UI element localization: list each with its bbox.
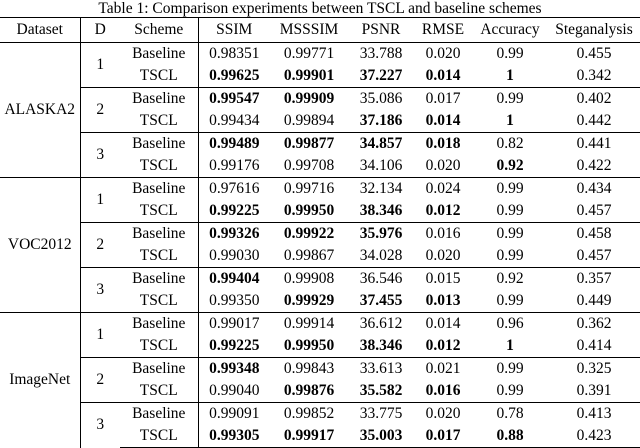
psnr-cell: 36.612 xyxy=(348,313,414,336)
scheme-cell: Baseline xyxy=(120,223,198,246)
ssim-cell: 0.99489 xyxy=(198,133,270,156)
comparison-table xyxy=(0,17,640,448)
header-scheme: Scheme xyxy=(120,18,198,43)
rmse-cell: 0.016 xyxy=(425,382,461,399)
msssim-cell: 0.99877 xyxy=(270,133,348,156)
psnr-cell: 35.003 xyxy=(348,425,414,448)
msssim-cell: 0.99917 xyxy=(270,425,348,448)
rmse-cell: 0.016 xyxy=(414,223,472,246)
ssim-cell: 0.99350 xyxy=(198,290,270,313)
scheme-cell: Baseline xyxy=(120,178,198,201)
scheme-cell: TSCL xyxy=(139,202,178,219)
ssim-cell: 0.99434 xyxy=(198,110,270,133)
header-d: D xyxy=(80,18,120,43)
psnr-cell: 38.346 xyxy=(359,337,403,354)
psnr-cell: 37.455 xyxy=(359,292,403,309)
psnr-cell: 33.613 xyxy=(348,358,414,381)
accuracy-cell: 0.99 xyxy=(496,45,524,62)
table-row xyxy=(0,313,640,336)
scheme-cell: TSCL xyxy=(139,67,178,84)
steganalysis-cell: 0.414 xyxy=(576,337,612,354)
accuracy-cell: 0.92 xyxy=(472,268,548,291)
steganalysis-cell: 0.362 xyxy=(548,313,640,336)
psnr-cell: 35.976 xyxy=(348,223,414,246)
accuracy-cell: 0.78 xyxy=(472,403,548,426)
steganalysis-cell: 0.423 xyxy=(548,425,640,448)
accuracy-cell: 1 xyxy=(506,112,514,129)
steganalysis-cell: 0.422 xyxy=(576,157,612,174)
steganalysis-cell: 0.402 xyxy=(548,88,640,111)
rmse-cell: 0.020 xyxy=(414,403,472,426)
accuracy-cell: 0.99 xyxy=(496,247,524,264)
psnr-cell: 33.775 xyxy=(348,403,414,426)
scheme-cell: Baseline xyxy=(120,358,198,381)
accuracy-cell: 0.88 xyxy=(472,425,548,448)
accuracy-cell: 0.99 xyxy=(496,202,524,219)
msssim-cell: 0.99867 xyxy=(283,247,335,264)
header-rmse: RMSE xyxy=(414,18,472,43)
msssim-cell: 0.99901 xyxy=(283,67,335,84)
msssim-cell: 0.99852 xyxy=(270,403,348,426)
steganalysis-cell: 0.434 xyxy=(548,178,640,201)
ssim-cell: 0.98351 xyxy=(198,43,270,66)
steganalysis-cell: 0.442 xyxy=(576,112,612,129)
accuracy-cell: 0.99 xyxy=(472,178,548,201)
msssim-cell: 0.99914 xyxy=(270,313,348,336)
rmse-cell: 0.015 xyxy=(414,268,472,291)
d-cell: 2 xyxy=(80,358,120,403)
psnr-cell: 32.134 xyxy=(348,178,414,201)
psnr-cell: 38.346 xyxy=(359,202,403,219)
msssim-cell: 0.99843 xyxy=(270,358,348,381)
ssim-cell: 0.99176 xyxy=(198,155,270,178)
rmse-cell: 0.024 xyxy=(414,178,472,201)
accuracy-cell: 0.99 xyxy=(472,358,548,381)
accuracy-cell: 0.82 xyxy=(472,133,548,156)
rmse-cell: 0.013 xyxy=(425,292,461,309)
table-row xyxy=(0,223,640,246)
rmse-cell: 0.020 xyxy=(425,45,461,62)
msssim-cell: 0.99922 xyxy=(270,223,348,246)
d-cell: 3 xyxy=(80,268,120,313)
dataset-cell: ImageNet xyxy=(0,313,80,448)
msssim-cell: 0.99894 xyxy=(283,112,335,129)
accuracy-cell: 0.99 xyxy=(496,292,524,309)
rmse-cell: 0.017 xyxy=(414,88,472,111)
steganalysis-cell: 0.325 xyxy=(548,358,640,381)
rmse-cell: 0.014 xyxy=(414,313,472,336)
accuracy-cell: 0.92 xyxy=(496,157,524,174)
ssim-cell: 0.99305 xyxy=(198,425,270,448)
msssim-cell: 0.99950 xyxy=(283,337,335,354)
d-cell: 2 xyxy=(80,223,120,268)
d-cell: 3 xyxy=(80,403,120,448)
scheme-cell: Baseline xyxy=(132,45,186,62)
ssim-cell: 0.99348 xyxy=(198,358,270,381)
scheme-cell: TSCL xyxy=(139,112,178,129)
header-msssim: MSSSIM xyxy=(270,18,348,43)
msssim-cell: 0.99708 xyxy=(283,157,335,174)
scheme-cell: Baseline xyxy=(120,268,198,291)
rmse-cell: 0.017 xyxy=(414,425,472,448)
steganalysis-cell: 0.455 xyxy=(576,45,612,62)
accuracy-cell: 1 xyxy=(506,67,514,84)
header-dataset: Dataset xyxy=(0,18,80,43)
msssim-cell: 0.99909 xyxy=(270,88,348,111)
accuracy-cell: 0.99 xyxy=(472,223,548,246)
d-cell: 3 xyxy=(80,133,120,178)
steganalysis-cell: 0.449 xyxy=(576,292,612,309)
psnr-cell: 37.227 xyxy=(359,67,403,84)
table-row xyxy=(0,403,640,426)
rmse-cell: 0.020 xyxy=(425,157,461,174)
ssim-cell: 0.99030 xyxy=(198,245,270,268)
ssim-cell: 0.99091 xyxy=(198,403,270,426)
header-psnr: PSNR xyxy=(348,18,414,43)
steganalysis-cell: 0.457 xyxy=(576,247,612,264)
table-row xyxy=(0,133,640,156)
table-row xyxy=(0,88,640,111)
header-row xyxy=(0,18,640,43)
table-row xyxy=(0,43,640,66)
rmse-cell: 0.020 xyxy=(425,247,461,264)
scheme-cell: Baseline xyxy=(120,133,198,156)
psnr-cell: 36.546 xyxy=(348,268,414,291)
psnr-cell: 33.788 xyxy=(359,45,403,62)
steganalysis-cell: 0.342 xyxy=(576,67,612,84)
psnr-cell: 34.857 xyxy=(348,133,414,156)
scheme-cell: TSCL xyxy=(139,157,178,174)
psnr-cell: 37.186 xyxy=(359,112,403,129)
msssim-cell: 0.99876 xyxy=(283,382,335,399)
rmse-cell: 0.012 xyxy=(425,337,461,354)
psnr-cell: 35.086 xyxy=(348,88,414,111)
msssim-cell: 0.99716 xyxy=(270,178,348,201)
ssim-cell: 0.99225 xyxy=(198,335,270,358)
scheme-cell: TSCL xyxy=(139,382,178,399)
psnr-cell: 35.582 xyxy=(359,382,403,399)
ssim-cell: 0.97616 xyxy=(198,178,270,201)
scheme-cell: TSCL xyxy=(139,292,178,309)
header-steganalysis: Steganalysis xyxy=(548,18,640,43)
scheme-cell: TSCL xyxy=(139,247,178,264)
ssim-cell: 0.99225 xyxy=(198,200,270,223)
scheme-cell: TSCL xyxy=(120,425,198,448)
header-ssim: SSIM xyxy=(198,18,270,43)
msssim-cell: 0.99908 xyxy=(270,268,348,291)
table-row xyxy=(0,358,640,381)
steganalysis-cell: 0.441 xyxy=(548,133,640,156)
ssim-cell: 0.99404 xyxy=(198,268,270,291)
accuracy-cell: 0.99 xyxy=(472,88,548,111)
msssim-cell: 0.99929 xyxy=(283,292,335,309)
rmse-cell: 0.014 xyxy=(425,67,461,84)
scheme-cell: Baseline xyxy=(120,403,198,426)
table-caption: Table 1: Comparison experiments between TSCL and baseline schemes xyxy=(98,0,542,17)
steganalysis-cell: 0.357 xyxy=(548,268,640,291)
steganalysis-cell: 0.458 xyxy=(548,223,640,246)
ssim-cell: 0.99040 xyxy=(198,380,270,403)
ssim-cell: 0.99017 xyxy=(198,313,270,336)
d-cell: 2 xyxy=(80,88,120,133)
table-row xyxy=(0,178,640,201)
ssim-cell: 0.99625 xyxy=(198,65,270,88)
rmse-cell: 0.012 xyxy=(425,202,461,219)
accuracy-cell: 1 xyxy=(506,337,514,354)
table-body xyxy=(0,43,640,448)
steganalysis-cell: 0.413 xyxy=(548,403,640,426)
scheme-cell: Baseline xyxy=(120,88,198,111)
dataset-cell: ALASKA2 xyxy=(0,43,80,178)
ssim-cell: 0.99547 xyxy=(198,88,270,111)
steganalysis-cell: 0.391 xyxy=(576,382,612,399)
d-cell: 1 xyxy=(96,56,105,73)
psnr-cell: 34.106 xyxy=(359,157,403,174)
header-accuracy: Accuracy xyxy=(472,18,548,43)
ssim-cell: 0.99326 xyxy=(198,223,270,246)
scheme-cell: TSCL xyxy=(139,337,178,354)
msssim-cell: 0.99950 xyxy=(283,202,335,219)
accuracy-cell: 0.96 xyxy=(472,313,548,336)
psnr-cell: 34.028 xyxy=(359,247,403,264)
rmse-cell: 0.021 xyxy=(414,358,472,381)
rmse-cell: 0.014 xyxy=(425,112,461,129)
d-cell: 1 xyxy=(80,313,120,358)
accuracy-cell: 0.99 xyxy=(496,382,524,399)
rmse-cell: 0.018 xyxy=(414,133,472,156)
d-cell: 1 xyxy=(80,178,120,223)
table-row xyxy=(0,268,640,291)
msssim-cell: 0.99771 xyxy=(283,45,335,62)
dataset-cell: VOC2012 xyxy=(0,178,80,313)
steganalysis-cell: 0.457 xyxy=(576,202,612,219)
scheme-cell: Baseline xyxy=(120,313,198,336)
